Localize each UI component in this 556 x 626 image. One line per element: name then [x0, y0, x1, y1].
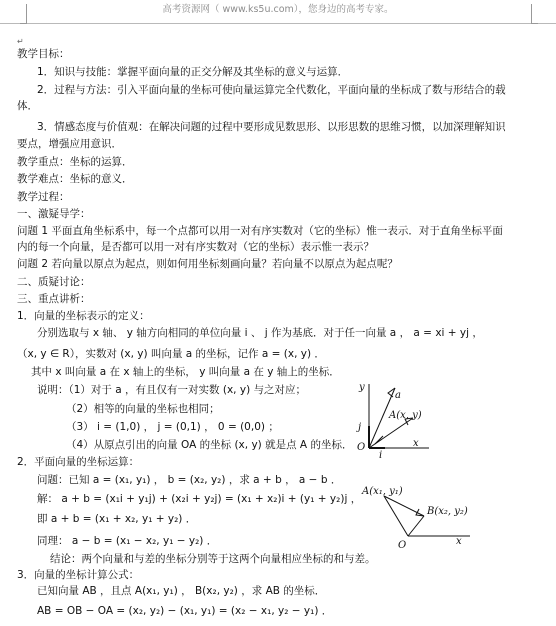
figure-vector-ab: [360, 478, 480, 552]
text-line: 要点，增强应用意识．: [17, 138, 122, 150]
point-a-label: A(x, y): [389, 410, 422, 421]
vector-a-label: a: [395, 390, 401, 401]
text-line: 教学难点：坐标的意义．: [17, 173, 133, 185]
text-line: 分别选取与 x 轴、 y 轴方向相同的单位向量 i 、 j 作为基底．对于任一向量 a ， a = xi + yj ，: [37, 327, 483, 339]
y-axis-label: y: [359, 382, 365, 393]
vector-ob: [408, 516, 424, 536]
tick-mark: [375, 436, 383, 444]
origin-label: O: [398, 540, 407, 551]
origin-label: O: [357, 442, 366, 453]
point-a-label: A(x₁, y₁): [362, 486, 403, 497]
text-line: （x, y ∈ R），实数对 (x, y) 叫向量 a 的坐标，记作 a = (x, y) ．: [17, 348, 325, 360]
text-line: 解： a + b = (x₁i + y₁j) + (x₂i + y₂j) = (x₁ + x₂)i + (y₁ + y₂)j ，: [37, 493, 362, 505]
point-b-label: B(x₂, y₂): [427, 506, 468, 517]
text-line: 教学过程：: [17, 191, 70, 203]
text-line: （3） i = (1,0) ， j = (0,1) ， 0 = (0,0) ；: [66, 421, 279, 433]
i-label: i: [379, 450, 383, 460]
text-line: 2．过程与方法：引入平面向量的坐标可使向量运算完全代数化，平面向量的坐标成了数与形结合的载: [37, 84, 506, 96]
text-line: 说明：（1）对于 a ，有且仅有一对实数 (x, y) 与之对应；: [37, 384, 307, 396]
text-line: 二、质疑讨论：: [17, 276, 91, 288]
j-label: j: [358, 422, 362, 433]
text-line: 问题 1 平面直角坐标系中，每一个点都可以用一对有序实数对（它的坐标）惟一表示．对于直角坐标平面: [17, 225, 503, 237]
site-header: 高考资源网（ www.ks5u.com），您身边的高考专家。: [162, 4, 394, 15]
text-line: 结论：两个向量和与差的坐标分别等于这两个向量相应坐标的和与差。: [50, 553, 376, 565]
figure-unit-vectors: [355, 378, 435, 460]
text-line: （4）从原点引出的向量 OA 的坐标 (x, y) 就是点 A 的坐标．: [66, 439, 353, 451]
text-line: 三、重点讲析：: [17, 293, 91, 305]
text-line: 3．情感态度与价值观：在解决问题的过程中要形成见数思形、以形思数的思维习惯，以加深理解知识: [37, 121, 506, 133]
x-axis-label: x: [456, 536, 462, 547]
text-line: 同理： a − b = (x₁ − x₂, y₁ − y₂) ．: [37, 535, 218, 547]
text-line: 体．: [17, 100, 38, 112]
paragraph-mark: ↵: [17, 37, 24, 46]
text-line: 其中 x 叫向量 a 在 x 轴上的坐标， y 叫向量 a 在 y 轴上的坐标．: [31, 366, 340, 378]
text-line: （2）相等的向量的坐标也相同；: [66, 403, 220, 415]
x-axis-label: x: [413, 438, 419, 449]
text-line: 内的每一个向量，是否都可以用一对有序实数对（它的坐标）表示惟一表示？: [17, 241, 374, 253]
text-line: 1．向量的坐标表示的定义：: [17, 310, 150, 322]
text-line: 1．知识与技能：掌握平面向量的正交分解及其坐标的意义与运算．: [37, 66, 349, 78]
text-line: AB = OB − OA = (x₂, y₂) − (x₁, y₁) = (x₂ − x₁, y₂ − y₁) ．: [37, 605, 333, 617]
text-line: 教学目标：: [17, 48, 70, 60]
text-line: 已知向量 AB ，且点 A(x₁, y₁) ， B(x₂, y₂) ，求 AB 的坐标．: [37, 585, 326, 597]
text-line: 问题 2 若向量以原点为起点，则如何用坐标刻画向量？若向量不以原点为起点呢？: [17, 258, 398, 270]
text-line: 3．向量的坐标计算公式：: [17, 569, 140, 581]
text-line: 教学重点：坐标的运算．: [17, 156, 133, 168]
vector-a-arrow: [388, 388, 395, 397]
text-line: 2．平面向量的坐标运算：: [17, 456, 140, 468]
text-line: 问题：已知 a = (x₁, y₁) ， b = (x₂, y₂) ，求 a + b ， a − b ．: [37, 474, 342, 486]
text-line: 一、激疑导学：: [17, 208, 91, 220]
text-line: 即 a + b = (x₁ + x₂, y₁ + y₂) ．: [37, 513, 197, 525]
